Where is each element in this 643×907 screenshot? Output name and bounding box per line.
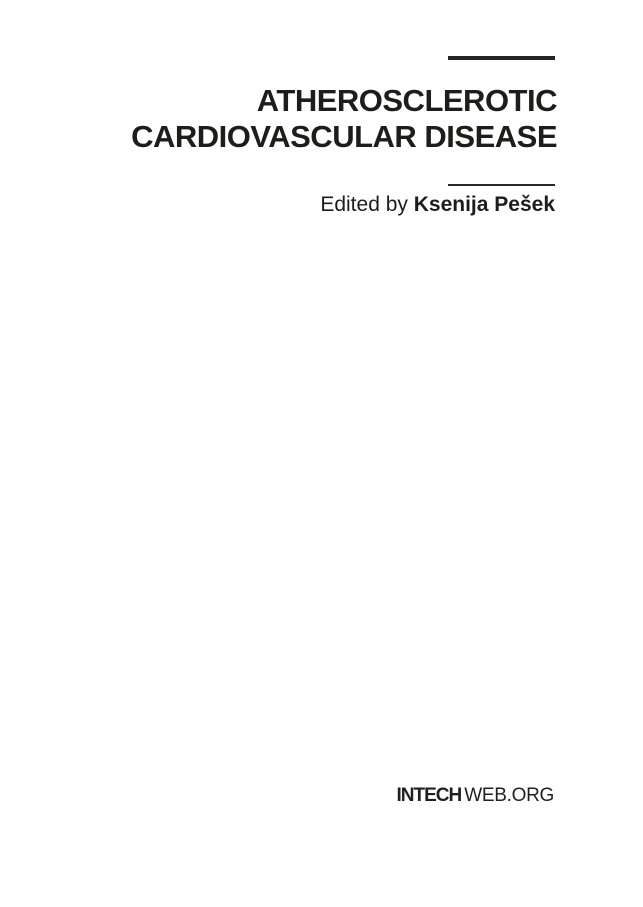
publisher-suffix: WEB.ORG xyxy=(464,785,554,806)
book-title-line1: ATHEROSCLEROTIC xyxy=(256,83,557,118)
publisher-brand: INTECH xyxy=(396,785,462,806)
edited-by-prefix: Edited by xyxy=(320,193,414,216)
publisher-logo xyxy=(397,785,554,807)
title-bottom-rule xyxy=(448,184,555,186)
editor-name: Ksenija Pešek xyxy=(413,193,555,216)
edited-by-line xyxy=(320,193,555,217)
title-top-rule xyxy=(448,56,555,60)
book-title-line2: CARDIOVASCULAR DISEASE xyxy=(131,119,557,154)
book-title xyxy=(131,83,557,155)
